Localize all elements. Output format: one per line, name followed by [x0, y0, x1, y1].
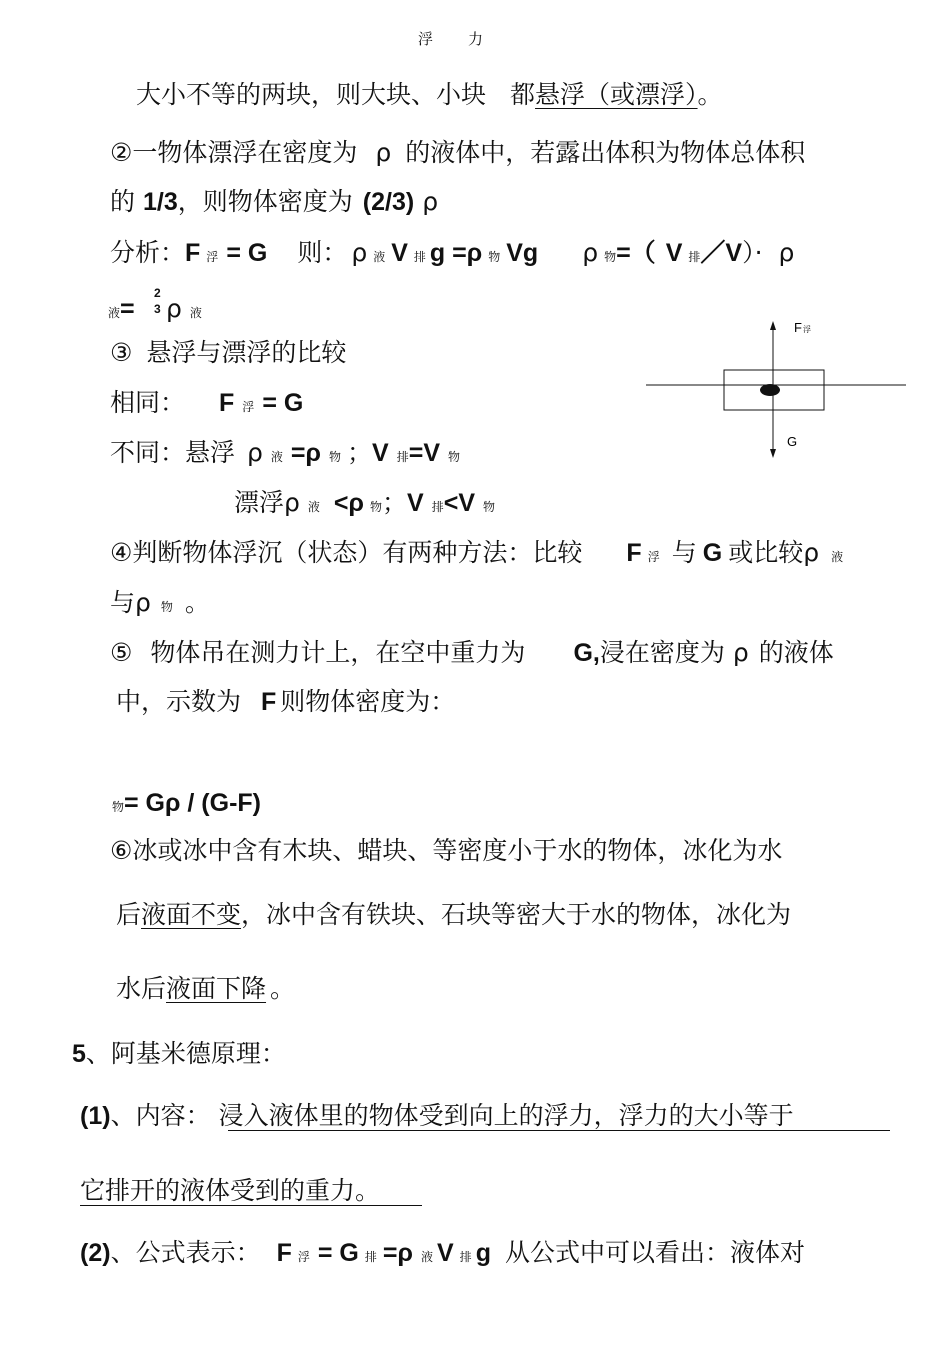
formula: =ρ: [290, 439, 321, 467]
formula: F: [185, 239, 201, 267]
line-20: [80, 1178, 380, 1203]
line-11: [110, 590, 210, 615]
subscript: 液: [307, 500, 320, 514]
arrow-up-icon: [770, 321, 776, 330]
subscript: 液: [108, 306, 121, 320]
fraction-text: (2/3): [362, 188, 415, 216]
gravity-label: G: [787, 434, 798, 449]
line-19: [80, 1103, 794, 1129]
text: ⑥冰或冰中含有木块、蜡块、等密度小于水的物体，冰化为水: [110, 836, 783, 865]
text: 后: [116, 900, 142, 929]
text: ②一物体漂浮在密度为: [110, 138, 358, 167]
subscript: 排: [431, 500, 444, 514]
formula: g =ρ: [429, 239, 483, 267]
text: 分析：: [110, 238, 186, 267]
header-char-1: 浮: [418, 30, 434, 48]
line-16: [116, 902, 791, 927]
subscript: 排: [396, 450, 409, 464]
rho-symbol: ρ: [778, 238, 795, 267]
line-2: [110, 140, 805, 165]
text: 与: [671, 538, 697, 567]
formula: <V: [443, 489, 475, 517]
formula: =: [120, 295, 135, 323]
formula: = G: [317, 1239, 359, 1267]
subscript: 液: [420, 1250, 433, 1264]
fraction-denominator: 3: [154, 302, 161, 316]
force-diagram: [640, 312, 910, 462]
text: 相同：: [110, 388, 186, 417]
text: 从公式中可以看出：液体对: [504, 1238, 805, 1267]
text: 、内容：: [110, 1101, 211, 1130]
formula: = G: [262, 389, 304, 417]
rho-symbol: ρ: [582, 238, 599, 267]
text: 不同：悬浮: [110, 438, 236, 467]
rho-symbol: ρ: [375, 138, 392, 167]
text: 则物体密度为：: [280, 687, 456, 716]
formula: V: [436, 1239, 454, 1267]
text: 浸在密度为: [599, 638, 725, 667]
subscript: 排: [413, 250, 426, 264]
section-heading: 悬浮与漂浮的比较: [146, 338, 347, 367]
arrow-down-icon: [770, 449, 776, 458]
text: 或比较: [728, 538, 804, 567]
formula: = G: [226, 239, 268, 267]
subscript: 浮: [297, 1250, 310, 1264]
section-5-heading: [72, 1041, 286, 1067]
formula: V: [665, 239, 683, 267]
line-21: [80, 1240, 805, 1266]
header-char-2: 力: [468, 30, 484, 48]
line-10: [110, 540, 843, 566]
line-15: [110, 838, 782, 863]
rho-symbol: ρ: [803, 538, 820, 567]
line-17: [116, 976, 295, 1001]
line-8: [110, 440, 460, 466]
item-number: (2): [80, 1239, 111, 1267]
subscript: 物: [369, 500, 382, 514]
subscript: 排: [364, 1250, 377, 1264]
subscript: 浮: [647, 550, 660, 564]
section-number: 5: [72, 1040, 86, 1068]
definition-text: 它排开的液体受到的重力。: [80, 1176, 381, 1205]
formula: =V: [408, 439, 440, 467]
underlined-answer: 悬浮（或漂浮）: [535, 80, 698, 109]
rho-symbol: ρ: [732, 638, 749, 667]
text: 。: [184, 588, 210, 617]
formula: g: [475, 1239, 491, 1267]
subscript: 排: [688, 250, 701, 264]
item-number: (1): [80, 1102, 111, 1130]
line-12: [110, 640, 834, 666]
subscript: 液: [373, 250, 386, 264]
rho-symbol: ρ: [166, 294, 182, 323]
underline-rule: [80, 1205, 422, 1206]
text: 的: [110, 187, 136, 216]
formula: F: [626, 539, 642, 567]
line-13: [116, 689, 455, 715]
text: 。: [697, 80, 723, 109]
text: ④判断物体浮沉（状态）有两种方法：比较: [110, 538, 583, 567]
subscript: 液: [189, 306, 202, 320]
formula: F: [261, 688, 277, 716]
rho-symbol: ρ: [284, 488, 300, 517]
line-9: [234, 490, 495, 516]
center-of-mass-dot: [760, 384, 780, 396]
line-1: [136, 82, 723, 107]
rho-symbol: ρ: [422, 187, 439, 216]
text: ，冰中含有铁块、石块等密大于水的物体，冰化为: [241, 900, 792, 929]
formula: Vg: [506, 239, 539, 267]
definition-text: 浸入液体里的物体受到向上的浮力，浮力的大小等于: [218, 1101, 794, 1130]
text: 。: [270, 974, 296, 1003]
density-formula: = Gρ / (G-F): [124, 789, 262, 817]
line-6: [110, 340, 346, 365]
subscript: 物: [448, 450, 461, 464]
text: 的液体: [758, 638, 834, 667]
line-5-rho: [166, 296, 202, 321]
buoyancy-label-sub: 浮: [803, 325, 811, 334]
line-14: [112, 790, 261, 816]
formula: =（: [616, 239, 656, 267]
subscript: 物: [112, 800, 125, 814]
subscript: 排: [459, 1250, 472, 1264]
text: 、阿基米德原理：: [85, 1039, 286, 1068]
fraction-text: 1/3: [143, 188, 178, 216]
subscript: 物: [604, 250, 617, 264]
text: 水后: [116, 974, 167, 1003]
formula: G,: [573, 639, 600, 667]
formula: ／V: [700, 239, 743, 267]
formula: =ρ: [382, 1239, 413, 1267]
text: 则：: [297, 238, 348, 267]
text: ）·: [742, 238, 763, 267]
fraction-numerator: 2: [154, 286, 161, 300]
text: ⑤: [110, 638, 133, 667]
text: 的液体中，若露出体积为物体总体积: [405, 138, 806, 167]
subscript: 物: [328, 450, 341, 464]
text: ，则物体密度为: [177, 187, 353, 216]
text: ③: [110, 338, 133, 367]
subscript: 液: [831, 550, 844, 564]
subscript: 浮: [242, 400, 255, 414]
formula: <ρ: [333, 489, 364, 517]
line-3: [110, 189, 438, 215]
underlined-answer: 液面下降: [166, 974, 267, 1003]
text: 中，示数为: [116, 687, 242, 716]
text: 物体吊在测力计上，在空中重力为: [150, 638, 526, 667]
formula: F: [276, 1239, 292, 1267]
line-4: [110, 240, 794, 266]
text: 漂浮: [234, 488, 285, 517]
text: 都: [510, 80, 536, 109]
buoyancy-label: F: [794, 320, 802, 335]
formula: V: [391, 239, 408, 267]
text: ；: [382, 488, 408, 517]
formula: F: [219, 389, 235, 417]
rho-symbol: ρ: [351, 238, 368, 267]
formula: V: [407, 489, 424, 517]
line-5: [108, 296, 135, 322]
text: 大小不等的两块，则大块、小块: [136, 80, 487, 109]
underlined-answer: 液面不变: [141, 900, 242, 929]
subscript: 浮: [206, 250, 219, 264]
subscript: 物: [160, 600, 173, 614]
subscript: 液: [270, 450, 283, 464]
formula: V: [372, 439, 389, 467]
subscript: 物: [488, 250, 501, 264]
line-7: [110, 390, 303, 416]
text: 与: [110, 588, 136, 617]
text: 、公式表示：: [110, 1238, 261, 1267]
formula: G: [702, 539, 723, 567]
rho-symbol: ρ: [135, 588, 151, 617]
rho-symbol: ρ: [247, 438, 263, 467]
subscript: 物: [483, 500, 496, 514]
underline-rule: [228, 1130, 890, 1131]
text: ；: [347, 438, 373, 467]
